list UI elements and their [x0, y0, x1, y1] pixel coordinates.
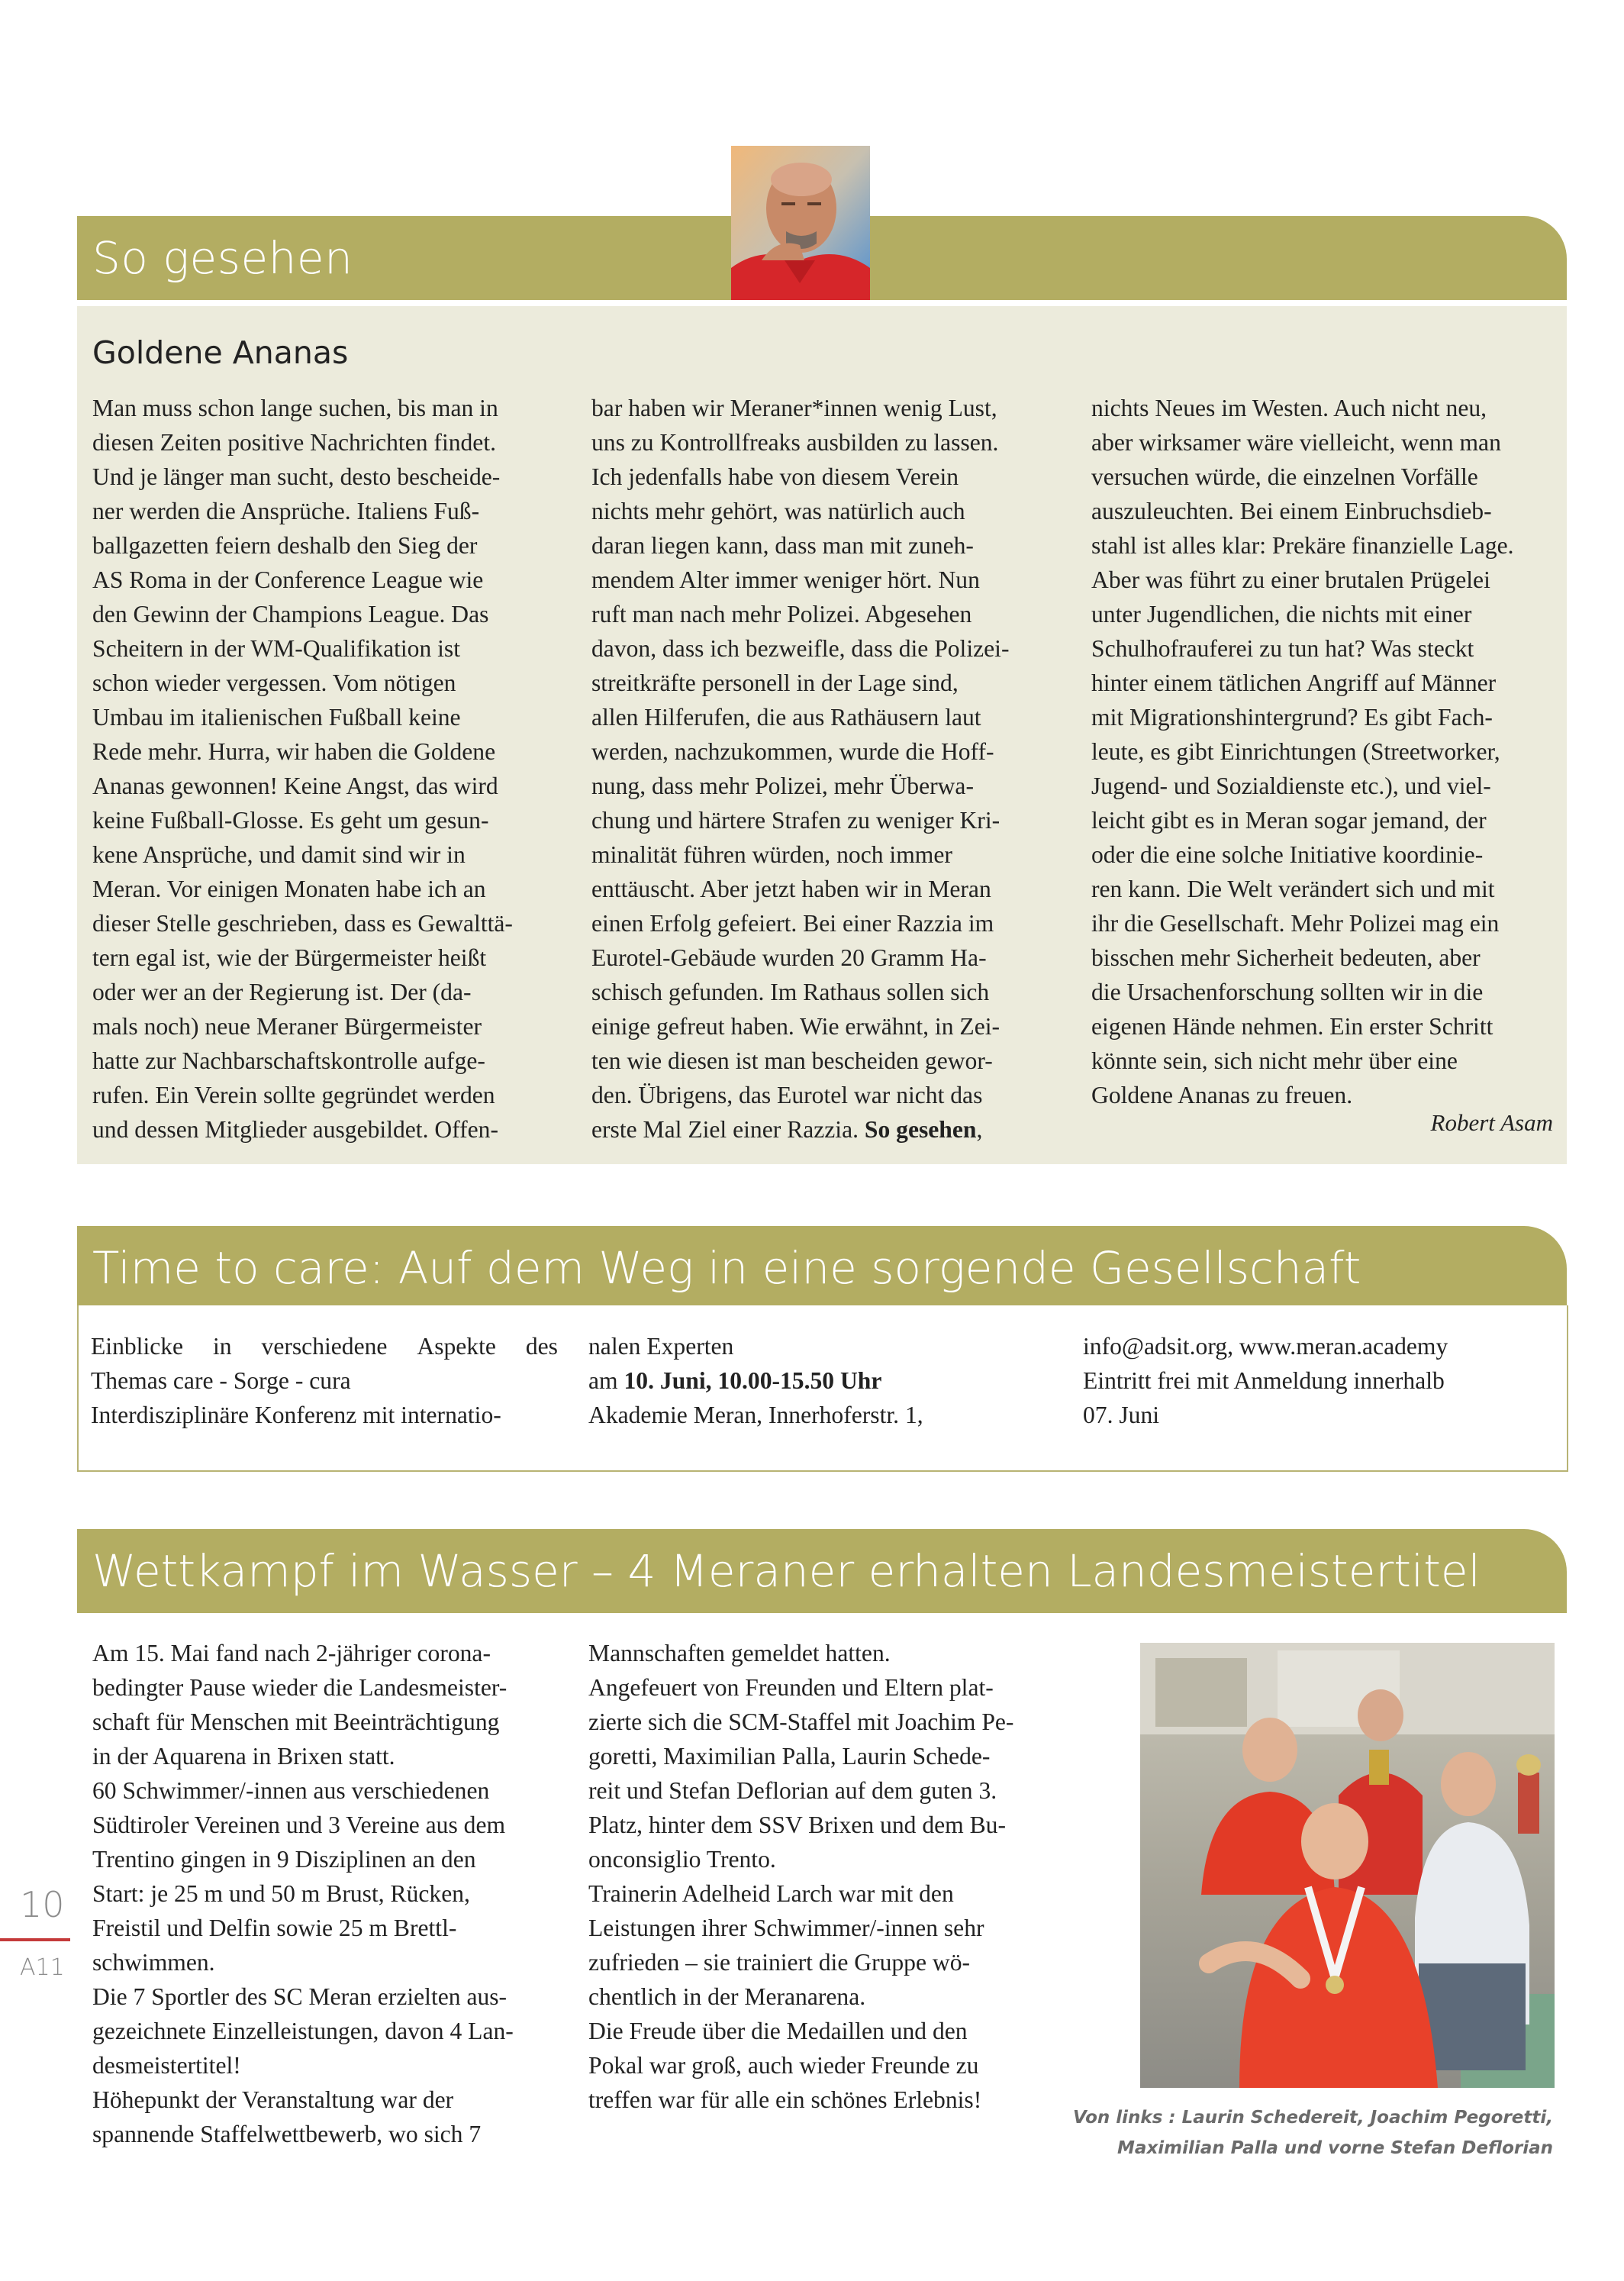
article-line: Leistungen ihrer Schwimmer/-innen sehr [588, 1915, 984, 1941]
page-number-divider [0, 1938, 70, 1941]
event-intro-word: Einblicke [91, 1333, 184, 1360]
article-line: reit und Stefan Deflorian auf dem guten 3. [588, 1777, 997, 1804]
event-column-1 [91, 1329, 558, 1432]
article-line: eigenen Hände nehmen. Ein erster Schritt [1091, 1013, 1494, 1040]
article-line: Angefeuert von Freunden und Eltern plat- [588, 1674, 994, 1701]
article-line: Platz, hinter dem SSV Brixen und dem Bu- [588, 1812, 1006, 1838]
article-line: chentlich in der Meranarena. [588, 1983, 866, 2010]
article-line: spannende Staffelwettbewerb, wo sich 7 [92, 2121, 482, 2147]
article-line: Scheitern in der WM-Qualifikation ist [92, 635, 460, 662]
article-line: Goldene Ananas zu freuen. [1091, 1082, 1353, 1108]
event-type-line: Interdisziplinäre Konferenz mit internatio- [91, 1402, 501, 1428]
article-line: Mannschaften gemeldet hatten. [588, 1640, 891, 1666]
article-line: mals noch) neue Meraner Bürgermeister [92, 1013, 482, 1040]
article-line: Am 15. Mai fand nach 2-jähriger corona- [92, 1640, 491, 1666]
article-line: Umbau im italienischen Fußball keine [92, 704, 461, 731]
article-line: nichts mehr gehört, was natürlich auch [591, 498, 965, 524]
article-line: zierte sich die SCM-Staffel mit Joachim Pe- [588, 1708, 1014, 1735]
article-line: daran liegen kann, dass man mit zuneh- [591, 532, 974, 559]
article-line: die Ursachenforschung sollten wir in die [1091, 979, 1484, 1005]
article-line: Höhepunkt der Veranstaltung war der [92, 2086, 454, 2113]
section-header-time-to-care [77, 1226, 1567, 1310]
article-line: leute, es gibt Einrichtungen (Streetworker, [1091, 738, 1500, 765]
article-line: auszuleuchten. Bei einem Einbruchsdieb- [1091, 498, 1492, 524]
article-line: Aber was führt zu einer brutalen Prügelei [1091, 566, 1490, 593]
article-line: versuchen würde, die einzelnen Vorfälle [1091, 463, 1478, 490]
event-column-2 [588, 1329, 923, 1432]
article-line: allen Hilferufen, die aus Rathäusern laut [591, 704, 981, 731]
event-intro-word: des [525, 1333, 558, 1360]
closing-text: erste Mal Ziel einer Razzia. [591, 1116, 865, 1143]
article-line: ren kann. Die Welt verändert sich und mit [1091, 876, 1495, 902]
section-title: So gesehen [92, 232, 353, 284]
article-line: gezeichnete Einzelleistungen, davon 4 Lan- [92, 2018, 514, 2044]
caption-line-2: Maximilian Palla und vorne Stefan Deflorian [1117, 2138, 1553, 2158]
article-line: nung, dass mehr Polizei, mehr Überwa- [591, 773, 974, 799]
article-line: in der Aquarena in Brixen statt. [92, 1743, 395, 1770]
article-line: ballgazetten feiern deshalb den Sieg der [92, 532, 478, 559]
article-line: bedingter Pause wieder die Landesmeister- [92, 1674, 508, 1701]
article-line: mendem Alter immer weniger hört. Nun [591, 566, 980, 593]
article-line: Die Freude über die Medaillen und den [588, 2018, 968, 2044]
article-line: desmeistertitel! [92, 2052, 241, 2079]
article-column-2 [591, 391, 1057, 1147]
article-line: ihr die Gesellschaft. Mehr Polizei mag ein [1091, 910, 1500, 937]
photo-caption [1073, 2102, 1553, 2163]
author-signature: Robert Asam [1430, 1109, 1553, 1136]
article-line: Eurotel-Gebäude wurden 20 Gramm Ha- [591, 944, 987, 971]
article-line: einen Erfolg gefeiert. Bei einer Razzia im [591, 910, 994, 937]
article-line: streitkräfte personell in der Lage sind, [591, 669, 959, 696]
article-column-2 [588, 1636, 1013, 2117]
article-line: hinter einem tätlichen Angriff auf Männer [1091, 669, 1497, 696]
section-title: Time to care: Auf dem Weg in eine sorgende Gesellschaft [92, 1242, 1361, 1294]
section-header-wettkampf [77, 1529, 1567, 1613]
event-contact-line: info@adsit.org, www.meran.academy [1083, 1333, 1448, 1360]
article-line: hatte zur Nachbarschaftskontrolle aufge- [92, 1047, 485, 1074]
article-line: bisschen mehr Sicherheit bedeuten, aber [1091, 944, 1481, 971]
article-line: Meran. Vor einigen Monaten habe ich an [92, 876, 486, 902]
article-line: Ich jedenfalls habe von diesem Verein [591, 463, 959, 490]
author-portrait [731, 146, 870, 300]
article-line: onconsiglio Trento. [588, 1846, 776, 1873]
article-line: mit Migrationshintergrund? Es gibt Fach- [1091, 704, 1493, 731]
event-experts-line: nalen Experten [588, 1333, 734, 1360]
event-intro-word: in [213, 1333, 232, 1360]
article-line: unter Jugendlichen, die nichts mit einer [1091, 601, 1472, 628]
article-line: den Gewinn der Champions League. Das [92, 601, 489, 628]
article-line: bar haben wir Meraner*innen wenig Lust, [591, 395, 997, 421]
article-line: schisch gefunden. Im Rathaus sollen sich [591, 979, 990, 1005]
event-topic-line: Themas care - Sorge - cura [91, 1367, 351, 1394]
article-line: und dessen Mitglieder ausgebildet. Offen- [92, 1116, 498, 1143]
article-column-1 [92, 1636, 514, 2151]
article-line: minalität führen würden, noch immer [591, 841, 952, 868]
article-line: goretti, Maximilian Palla, Laurin Schede- [588, 1743, 991, 1770]
page-tag: A11 [20, 1954, 65, 1981]
article-line: werden, nachzukommen, wurde die Hoff- [591, 738, 994, 765]
event-intro-line [91, 1329, 558, 1363]
article-line: Trainerin Adelheid Larch war mit den [588, 1880, 954, 1907]
article-column-1 [92, 391, 558, 1147]
article-line: ruft man nach mehr Polizei. Abgesehen [591, 601, 972, 628]
article-line: enttäuscht. Aber jetzt haben wir in Meran [591, 876, 991, 902]
article-line: Und je länger man sucht, desto bescheide- [92, 463, 501, 490]
article-line: diesen Zeiten positive Nachrichten findet. [92, 429, 497, 456]
article-line: keine Fußball-Glosse. Es geht um gesun- [92, 807, 489, 834]
article-line: chung und härtere Strafen zu weniger Kri- [591, 807, 1000, 834]
article-line: davon, dass ich bezweifle, dass die Polizei- [591, 635, 1010, 662]
article-line: aber wirksamer wäre vielleicht, wenn man [1091, 429, 1501, 456]
article-line: oder die eine solche Initiative koordinie- [1091, 841, 1484, 868]
article-line: Man muss schon lange suchen, bis man in [92, 395, 498, 421]
event-date: 10. Juni, 10.00-15.50 Uhr [624, 1367, 882, 1394]
closing-punctuation: , [976, 1116, 983, 1143]
article-line: Jugend- und Sozialdienste etc.), und viel- [1091, 773, 1491, 799]
article-closing-line [591, 1112, 1057, 1147]
article-line: treffen war für alle ein schönes Erlebnis! [588, 2086, 982, 2113]
caption-line-1: Von links : Laurin Schedereit, Joachim Pegoretti, [1072, 2108, 1553, 2128]
page-number: 10 [20, 1884, 65, 1925]
article-line: schaft für Menschen mit Beeinträchtigung [92, 1708, 500, 1735]
event-intro-word: Aspekte [417, 1333, 496, 1360]
event-date-line [588, 1363, 923, 1398]
article-subtitle: Goldene Ananas [92, 334, 349, 371]
event-date-prefix: am [588, 1367, 624, 1394]
article-line: leicht gibt es in Meran sogar jemand, der [1091, 807, 1487, 834]
article-column-3 [1091, 391, 1557, 1112]
article-line: ner werden die Ansprüche. Italiens Fuß- [92, 498, 480, 524]
article-line: Rede mehr. Hurra, wir haben die Goldene [92, 738, 496, 765]
article-line: nichts Neues im Westen. Auch nicht neu, [1091, 395, 1487, 421]
article-line: 60 Schwimmer/-innen aus verschiedenen [92, 1777, 490, 1804]
article-line: stahl ist alles klar: Prekäre finanzielle Lage. [1091, 532, 1514, 559]
article-line: könnte sein, sich nicht mehr über eine [1091, 1047, 1458, 1074]
article-line: den. Übrigens, das Eurotel war nicht das [591, 1082, 983, 1108]
article-line: Südtiroler Vereinen und 3 Vereine aus dem [92, 1812, 506, 1838]
column-name-emphasis: So gesehen [864, 1116, 977, 1143]
article-line: Freistil und Delfin sowie 25 m Brettl- [92, 1915, 457, 1941]
article-line: Start: je 25 m und 50 m Brust, Rücken, [92, 1880, 470, 1907]
article-line: Ananas gewonnen! Keine Angst, das wird [92, 773, 498, 799]
article-line: Schulhofrauferei zu tun hat? Was steckt [1091, 635, 1474, 662]
article-line: oder wer an der Regierung ist. Der (da- [92, 979, 472, 1005]
article-line: Die 7 Sportler des SC Meran erzielten aus- [92, 1983, 508, 2010]
article-line: dieser Stelle geschrieben, dass es Gewalttä- [92, 910, 513, 937]
event-column-3 [1083, 1329, 1448, 1432]
event-intro-word: verschiedene [261, 1333, 388, 1360]
article-line: schon wieder vergessen. Vom nötigen [92, 669, 456, 696]
article-line: AS Roma in der Conference League wie [92, 566, 484, 593]
article-line: uns zu Kontrollfreaks ausbilden zu lassen. [591, 429, 999, 456]
article-line: tern egal ist, wie der Bürgermeister heißt [92, 944, 487, 971]
article-line: rufen. Ein Verein sollte gegründet werden [92, 1082, 495, 1108]
article-line: zufrieden – sie trainiert die Gruppe wö- [588, 1949, 971, 1976]
article-line: Trentino gingen in 9 Disziplinen an den [92, 1846, 476, 1873]
article-line: einige gefreut haben. Wie erwähnt, in Zei- [591, 1013, 1000, 1040]
event-deadline-line: 07. Juni [1083, 1402, 1160, 1428]
article-line: kene Ansprüche, und damit sind wir in [92, 841, 466, 868]
event-admission-line: Eintritt frei mit Anmeldung innerhalb [1083, 1367, 1445, 1394]
event-location-line: Akademie Meran, Innerhoferstr. 1, [588, 1402, 923, 1428]
swimmers-photo [1140, 1643, 1555, 2088]
article-line: schwimmen. [92, 1949, 215, 1976]
article-line: ten wie diesen ist man bescheiden gewor- [591, 1047, 993, 1074]
article-line: Pokal war groß, auch wieder Freunde zu [588, 2052, 979, 2079]
section-title: Wettkampf im Wasser – 4 Meraner erhalten Landesmeistertitel [92, 1545, 1481, 1597]
